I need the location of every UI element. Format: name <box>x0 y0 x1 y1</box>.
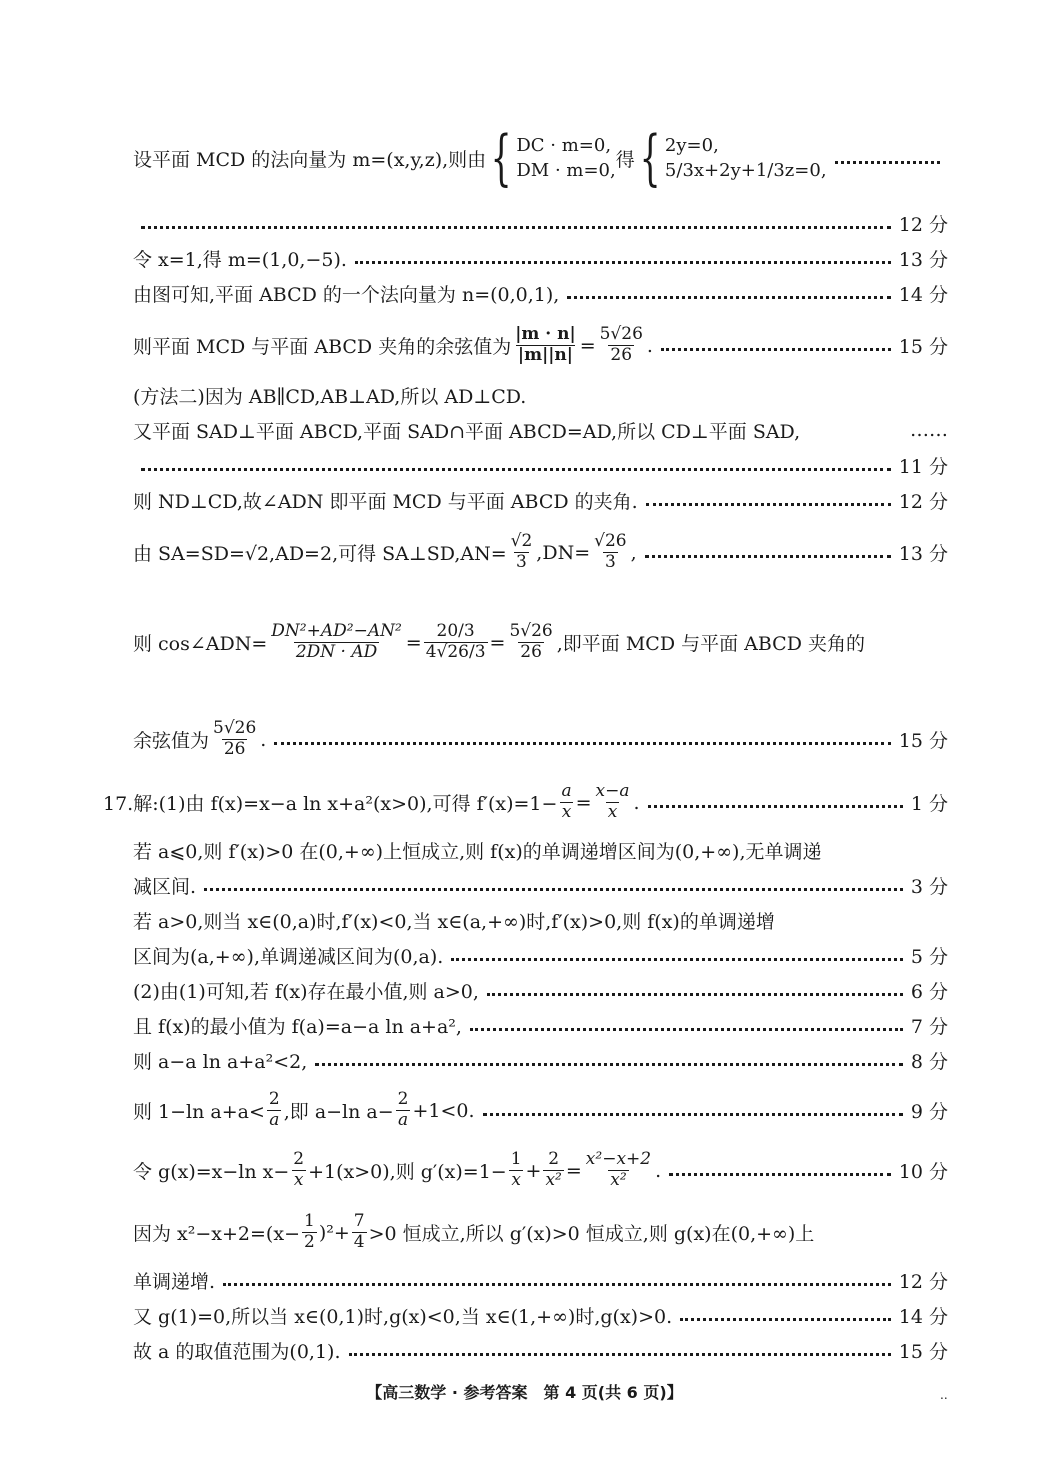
text: (方法二)因为 AB∥CD,AB⊥AD,所以 AD⊥CD. <box>133 385 527 408</box>
text: 因为 x²−x+2=(x− <box>133 1223 300 1245</box>
dot-leader <box>646 503 891 506</box>
line-23 <box>133 1265 948 1295</box>
text: +1(x>0),则 g′(x)=1− <box>308 1161 507 1183</box>
fraction: $\frac{5√26}{26}$ <box>599 324 643 365</box>
text: 由图可知,平面 ABCD 的一个法向量为 n=(0,0,1), <box>133 283 560 306</box>
line-14 <box>133 870 948 900</box>
line-18 <box>133 1010 948 1040</box>
line-20 <box>133 1083 948 1138</box>
sys2-row1: 2y=0, <box>664 135 719 156</box>
text: ,即 a−ln a− <box>283 1101 394 1123</box>
text: 若 a⩽0,则 f′(x)>0 在(0,+∞)上恒成立,则 f(x)的单调递增区间为(0,+∞),无单调递 <box>133 840 822 863</box>
dot-leader <box>669 1173 891 1176</box>
text: 且 f(x)的最小值为 f(a)=a−a ln a+a², <box>133 1015 462 1038</box>
corner-mark: .. <box>940 1388 948 1402</box>
line-24 <box>133 1300 948 1330</box>
complex-fraction: $\frac{20/3}{4√26/3}$ <box>425 621 486 662</box>
dot-leader <box>274 742 890 745</box>
score: 14 分 <box>898 283 948 306</box>
fraction: $\frac{2}{\text{x²}}$ <box>545 1149 562 1190</box>
equation-system-1: { DC · m=0, DM · m=0, <box>490 123 616 193</box>
text: 17.解:(1)由 f(x)=x−a ln x+a²(x>0),可得 f′(x)=1− <box>103 793 558 815</box>
text: )²+ <box>318 1221 350 1244</box>
fraction: $\frac{2}{x}$ <box>293 1149 305 1190</box>
text: (2)由(1)可知,若 f(x)存在最小值,则 a>0, <box>133 980 479 1003</box>
text: = <box>579 334 596 357</box>
fraction: $\frac{1}{x}$ <box>510 1149 522 1190</box>
text: 则 cos∠ADN= <box>133 633 268 655</box>
line-3 <box>133 278 948 308</box>
line-15 <box>133 905 948 935</box>
text: 减区间. <box>133 875 197 898</box>
line-10 <box>133 590 948 695</box>
sys2-row2: 5/3x+2y+1/3z=0, <box>664 160 827 181</box>
dot-leader <box>355 261 891 264</box>
dot-leader <box>567 296 890 299</box>
text: 则 a−a ln a+a²<2, <box>133 1050 308 1073</box>
sys1-row2: DM · m=0, <box>516 160 616 181</box>
score: 8 分 <box>910 1050 948 1073</box>
score: 10 分 <box>898 1161 948 1183</box>
sys1-row1: DC · m=0, <box>516 135 612 156</box>
fraction: $\frac{√26}{3}$ <box>594 531 627 572</box>
dot-leader <box>315 1063 903 1066</box>
dot-leader <box>141 468 891 471</box>
text: + <box>525 1159 542 1182</box>
text: 又 g(1)=0,所以当 x∈(0,1)时,g(x)<0,当 x∈(1,+∞)时,g(x)>0. <box>133 1305 673 1328</box>
line-1 <box>133 208 948 238</box>
text: = <box>565 1159 582 1182</box>
dot-leader <box>141 226 891 229</box>
fraction: $\frac{5√26}{26}$ <box>213 718 257 759</box>
score: 6 分 <box>910 980 948 1003</box>
dot-leader <box>680 1318 891 1321</box>
fraction: $\frac{\text{DN²+AD²−AN²}}{2DN \cdot AD}$ <box>271 621 402 662</box>
line-25 <box>133 1335 948 1365</box>
line-9 <box>133 525 948 580</box>
score: 5 分 <box>910 945 948 968</box>
dot-leader <box>835 161 940 164</box>
dot-leader <box>470 1028 903 1031</box>
text: . <box>260 728 267 751</box>
line-21 <box>133 1143 948 1198</box>
text: 则 ND⊥CD,故∠ADN 即平面 MCD 与平面 ABCD 的夹角. <box>133 490 638 513</box>
fraction: $\frac{√2}{3}$ <box>510 531 533 572</box>
text: +1<0. <box>412 1099 475 1122</box>
text: 由 SA=SD=√2,AD=2,可得 SA⊥SD,AN= <box>133 543 507 565</box>
line-2 <box>133 243 948 273</box>
line-16 <box>133 940 948 970</box>
text: 余弦值为 <box>133 730 210 752</box>
dot-leader <box>645 555 891 558</box>
text: ,即平面 MCD 与平面 ABCD 夹角的 <box>556 633 865 655</box>
text: , <box>630 541 637 564</box>
text: . <box>655 1159 662 1182</box>
line-11 <box>133 712 948 767</box>
dot-leader <box>483 1113 903 1116</box>
text-mid: 得 <box>615 148 635 171</box>
text: 则平面 MCD 与平面 ABCD 夹角的余弦值为 <box>133 336 512 358</box>
line-7 <box>133 450 948 480</box>
fraction: $\frac{a}{x}$ <box>561 781 572 822</box>
page-footer: 【高三数学 · 参考答案 第 4 页(共 6 页)】 <box>366 1383 683 1402</box>
text: = <box>405 631 422 654</box>
line-0 <box>133 118 948 198</box>
text: = <box>489 631 506 654</box>
text: . <box>633 791 640 814</box>
dot-leader <box>451 958 903 961</box>
text: 则 1−ln a+a< <box>133 1101 265 1123</box>
dot-leader <box>487 993 903 996</box>
text: 令 x=1,得 m=(1,0,−5). <box>133 248 347 271</box>
score: 11 分 <box>898 455 948 478</box>
text: ,DN= <box>536 541 591 564</box>
score: 14 分 <box>898 1305 948 1328</box>
score: …… <box>910 419 948 441</box>
score: 13 分 <box>898 543 948 565</box>
fraction: $\frac{x-a}{x}$ <box>595 781 630 822</box>
line-17 <box>133 975 948 1005</box>
dot-leader <box>661 348 891 351</box>
line-5 <box>133 380 948 410</box>
text: 设平面 MCD 的法向量为 m=(x,y,z),则由 <box>133 148 487 171</box>
line-13 <box>133 835 948 865</box>
line-8 <box>133 485 948 515</box>
fraction: $\frac{2}{a}$ <box>268 1089 280 1130</box>
score: 1 分 <box>910 793 948 815</box>
text: 若 a>0,则当 x∈(0,a)时,f′(x)<0,当 x∈(a,+∞)时,f′(x)>0,则 f(x)的单调递增 <box>133 910 775 933</box>
score: 12 分 <box>898 213 948 236</box>
text: 区间为(a,+∞),单调递减区间为(0,a). <box>133 945 444 968</box>
score: 3 分 <box>910 875 948 898</box>
equation-system-2: { 2y=0, 5/3x+2y+1/3z=0, <box>639 123 827 193</box>
fraction: $\frac{5√26}{26}$ <box>509 621 553 662</box>
text: = <box>575 791 592 814</box>
line-6 <box>133 415 948 445</box>
text: >0 恒成立,所以 g′(x)>0 恒成立,则 g(x)在(0,+∞)上 <box>368 1223 815 1245</box>
fraction: $\frac{|m \cdot n|}{|m||n|}$ <box>515 324 576 365</box>
line-22 <box>133 1205 948 1260</box>
score: 7 分 <box>910 1015 948 1038</box>
score: 15 分 <box>898 336 948 358</box>
dot-leader <box>223 1283 891 1286</box>
line-12 <box>103 775 948 830</box>
line-19 <box>133 1045 948 1075</box>
score: 13 分 <box>898 248 948 271</box>
score: 12 分 <box>898 490 948 513</box>
dot-leader <box>349 1353 891 1356</box>
score: 15 分 <box>898 730 948 752</box>
score: 15 分 <box>898 1340 948 1363</box>
line-4 <box>133 318 948 373</box>
fraction: $\frac{1}{2}$ <box>303 1211 315 1252</box>
fraction: $\frac{2}{a}$ <box>397 1089 409 1130</box>
text: 又平面 SAD⊥平面 ABCD,平面 SAD∩平面 ABCD=AD,所以 CD⊥平面 SAD, <box>133 420 801 443</box>
score: 12 分 <box>898 1270 948 1293</box>
dot-leader <box>648 805 903 808</box>
text: 故 a 的取值范围为(0,1). <box>133 1340 341 1363</box>
fraction: $\frac{7}{4}$ <box>353 1211 365 1252</box>
fraction: $\frac{\text{x²−x+2}}{\text{x²}}$ <box>585 1149 652 1190</box>
text: 单调递增. <box>133 1270 216 1293</box>
text: . <box>646 334 653 357</box>
dot-leader <box>204 888 903 891</box>
score: 9 分 <box>910 1101 948 1123</box>
text: 令 g(x)=x−ln x− <box>133 1161 290 1183</box>
